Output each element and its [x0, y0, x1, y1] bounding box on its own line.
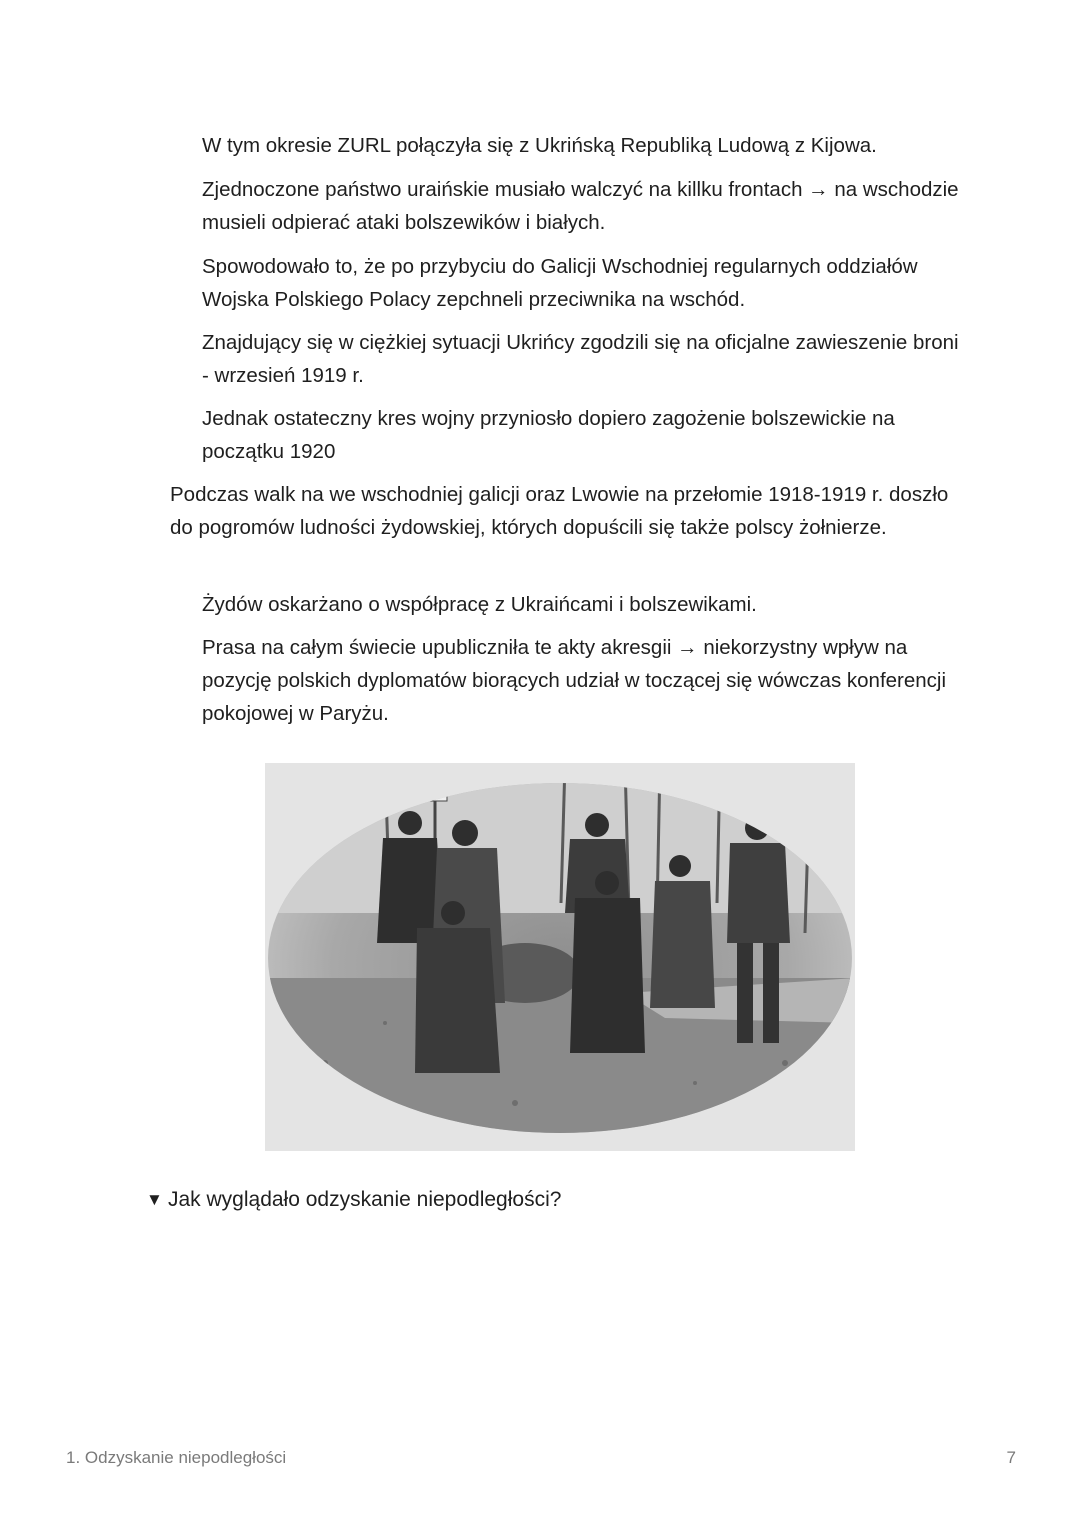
paragraph-ceasefire: Znajdujący się w ciężkiej sytuacji Ukrińcy zgodzili się na oficjalne zawieszenie broni - wrzesień 1919 r. — [202, 331, 959, 387]
triangle-down-icon: ▼ — [146, 1190, 163, 1209]
paragraph-fronts: Zjednoczone państwo uraińskie musiało walczyć na killku frontach → na wschodzie musieli odpierać ataki bolszewików i białych. — [202, 178, 959, 234]
toggle-section-independence[interactable] — [146, 1184, 561, 1216]
page-number: 7 — [1006, 1448, 1016, 1467]
paragraph-zurl-union: W tym okresie ZURL połączyła się z Ukrińską Republiką Ludową z Kijowa. — [202, 134, 877, 157]
paragraph-press: Prasa na całym świecie upubliczniła te akty akresgii → niekorzystny wpływ na pozycję polskich dyplomatów biorących udział w toczącej się wówczas konferencji pokojowej w Paryżu. — [202, 636, 947, 725]
paragraph-galicia-advance: Spowodowało to, że po przybyciu do Galicji Wschodniej regularnych oddziałów Wojska Polskiego Polacy zepchneli przeciwnika na wschód. — [202, 255, 918, 311]
paragraph-accusations: Żydów oskarżano o współpracę z Ukraińcami i bolszewikami. — [202, 593, 757, 616]
toggle-label: Jak wyglądało odzyskanie niepodległości? — [168, 1188, 562, 1211]
footer-section-title: 1. Odzyskanie niepodległości — [66, 1448, 287, 1467]
historical-photo-soldiers — [265, 763, 855, 1151]
paragraph-war-end: Jednak ostateczny kres wojny przyniosło dopiero zagożenie bolszewickie na początku 1920 — [202, 407, 895, 463]
paragraph-pogroms: Podczas walk na we wschodniej galicji oraz Lwowie na przełomie 1918-1919 r. doszło do pogromów ludności żydowskiej, których dopuścili się także polscy żołnierze. — [170, 483, 949, 539]
